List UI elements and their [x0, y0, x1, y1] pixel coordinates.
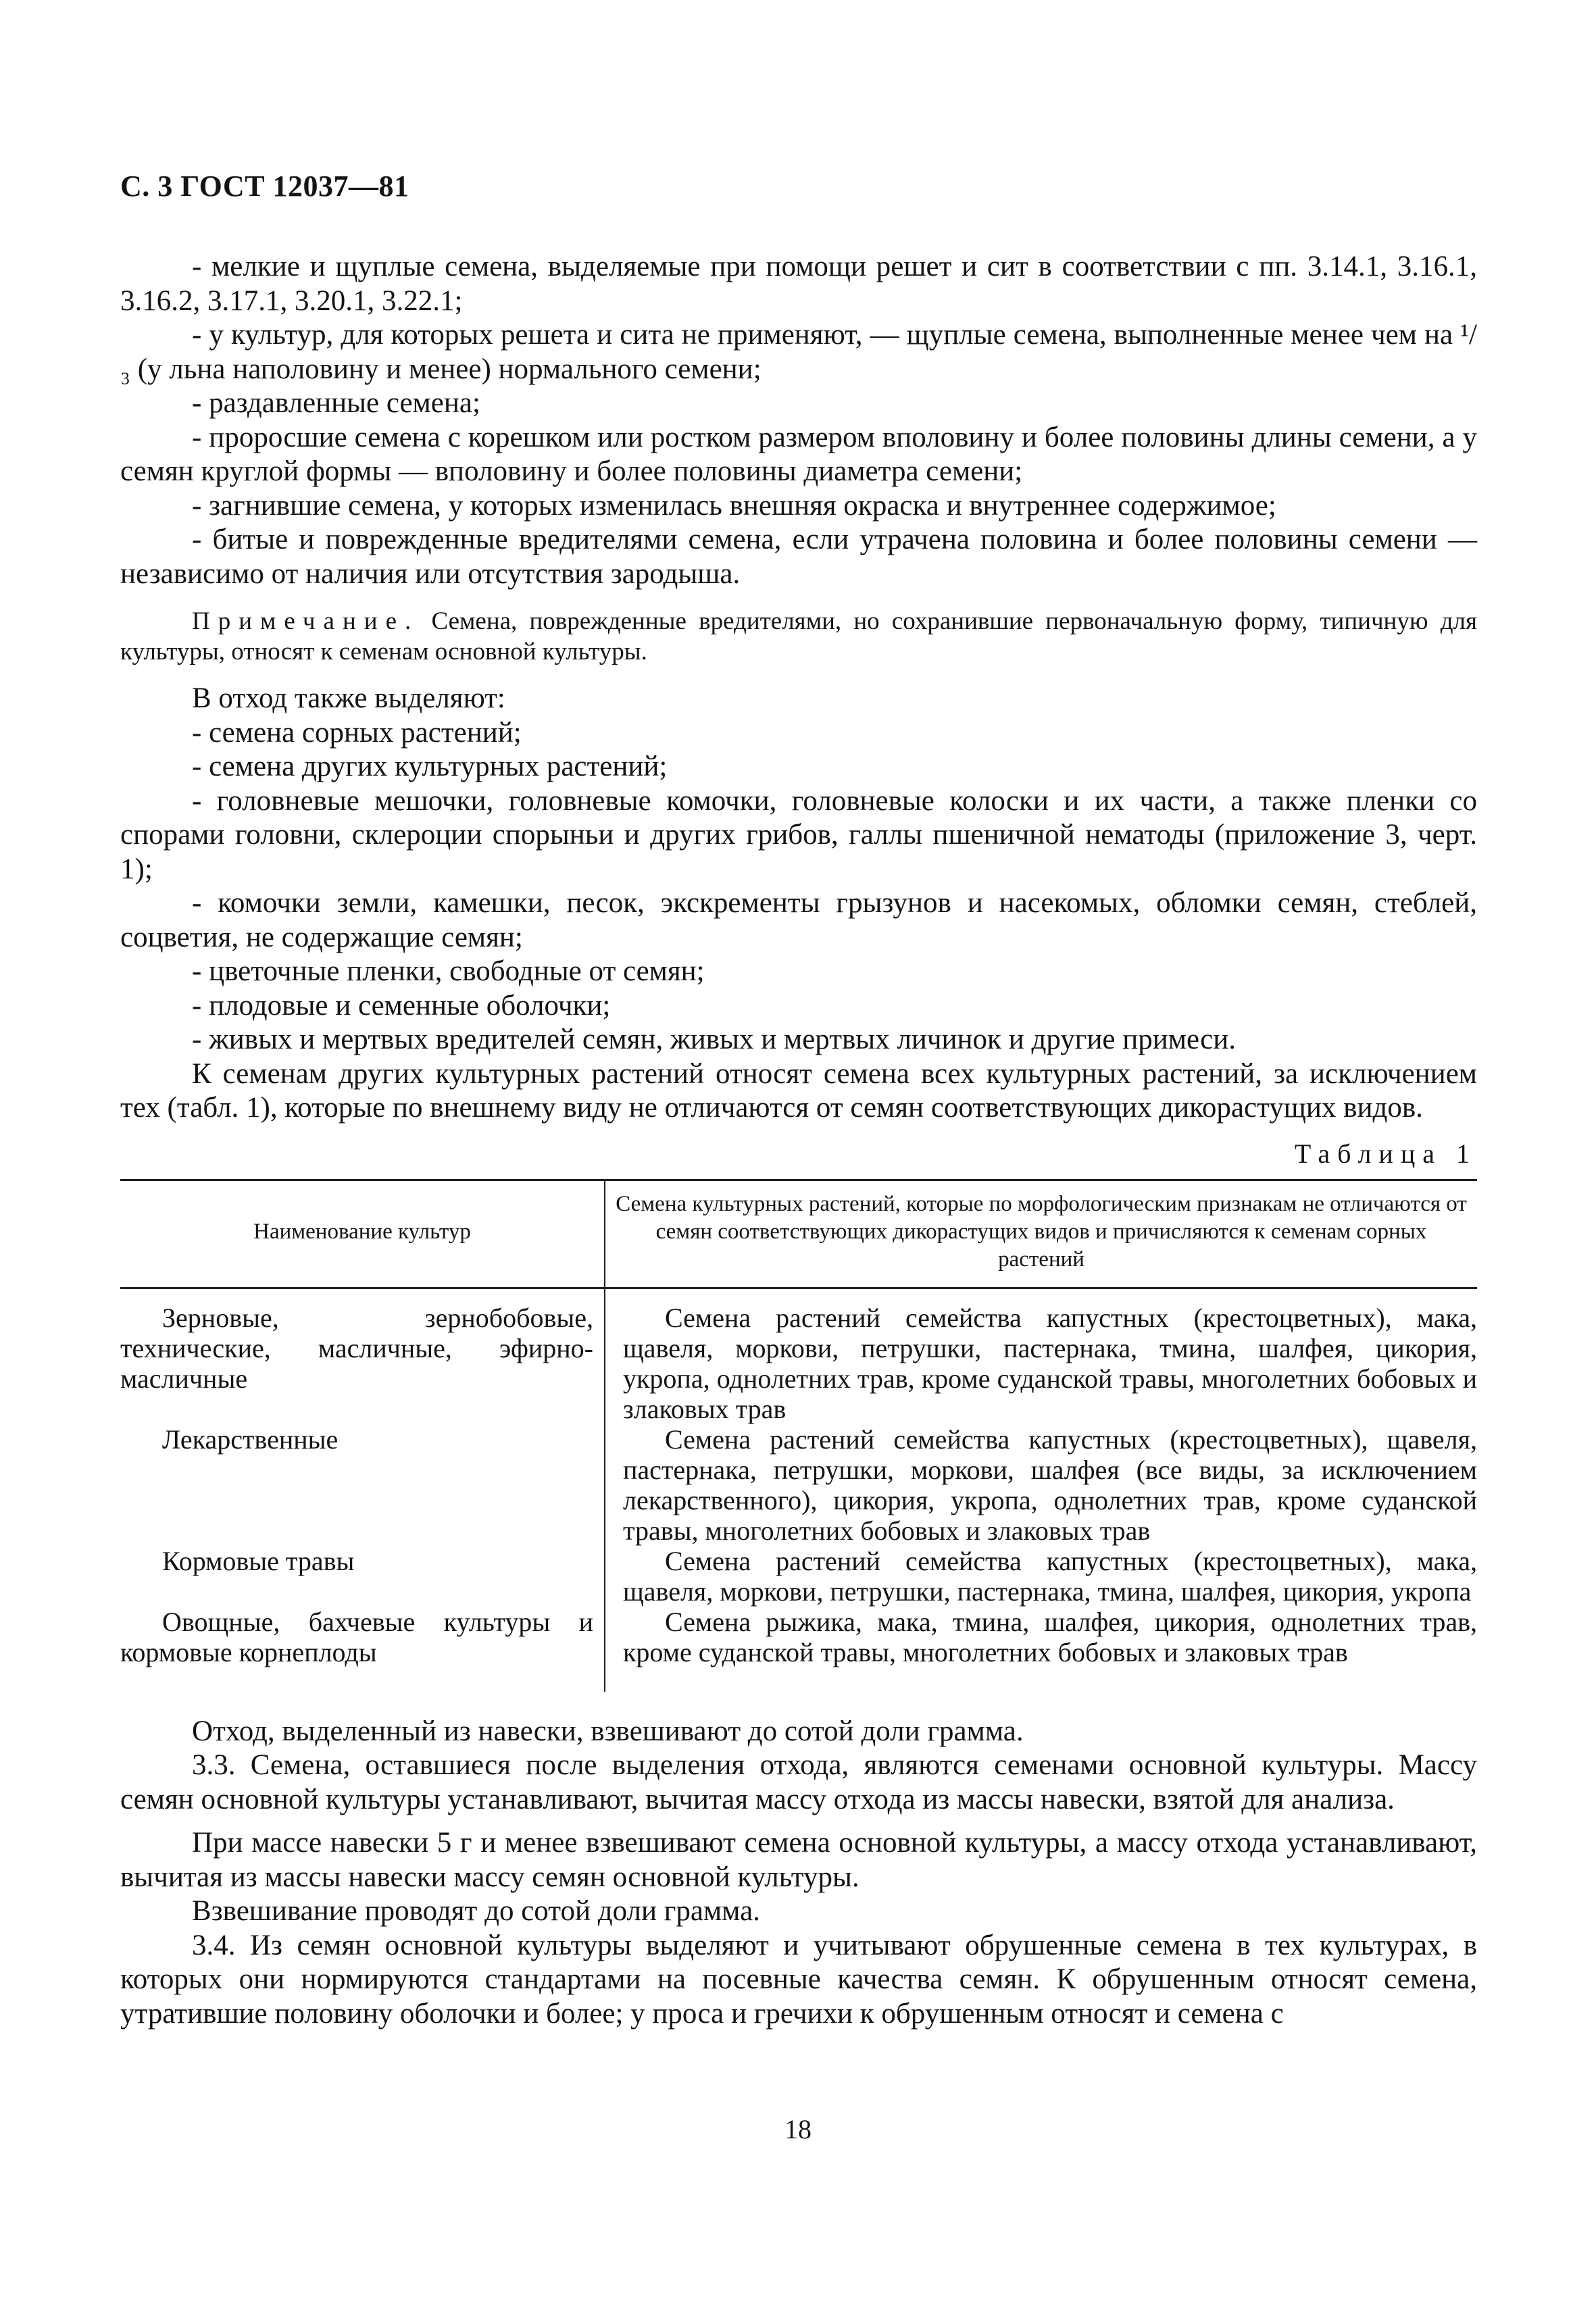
crop-name: Лекарственные: [162, 1424, 339, 1455]
document-body: [120, 250, 1477, 2031]
table-caption: Таблица 1: [1294, 1138, 1477, 1169]
table-header-row: [120, 1180, 1477, 1288]
paragraph: В отход также выделяют:: [192, 682, 505, 714]
document-header: С. 3 ГОСТ 12037—81: [120, 170, 409, 203]
table-cell-seeds: [605, 1424, 1477, 1546]
table-row: [120, 1546, 1477, 1607]
paragraph: - живых и мертвых вредителей семян, живых и мертвых личинок и другие примеси.: [192, 1024, 1236, 1055]
paragraph: - битые и поврежденные вредителями семена, если утрачена половина и более половины семени — независимо от наличия или отсутствия зародыша.: [120, 524, 1477, 590]
paragraph: - мелкие и щуплые семена, выделяемые при помощи решет и сит в соответствии с пп. 3.14.1, 3.16.1, 3.16.2, 3.17.1, 3.20.1, 3.22.1;: [120, 251, 1477, 317]
table-row: [120, 1424, 1477, 1546]
paragraph: - у культур, для которых решета и сита не применяют, — щуплые семена, выполненные менее чем на ¹/₃ (у льна наполовину и менее) нормального семени;: [120, 319, 1477, 385]
table-row: [120, 1288, 1477, 1424]
seeds-text: Семена растений семейства капустных (крестоцветных), мака, щавеля, моркови, петрушки, пастернака, тмина, шалфея, цикория, укропа, однолетних трав, кроме суданской травы, многолетних бобовых и злаковых трав: [623, 1302, 1477, 1424]
table-cell-seeds: [605, 1546, 1477, 1607]
table-header-crops: Наименование культур: [120, 1180, 605, 1288]
note-text: Семена, поврежденные вредителями, но сохранившие первоначальную форму, типичную для культуры, относят к семенам основной культуры.: [120, 607, 1477, 665]
paragraph: Отход, выделенный из навески, взвешивают до сотой доли грамма.: [192, 1715, 1024, 1747]
crop-name: Кормовые травы: [162, 1545, 355, 1576]
paragraph: - цветочные пленки, свободные от семян;: [192, 955, 705, 987]
table-cell-crop: [120, 1546, 605, 1607]
paragraph: - плодовые и семенные оболочки;: [192, 989, 611, 1022]
table-cell-seeds: [605, 1288, 1477, 1424]
table-cell-crop: [120, 1424, 605, 1546]
page-number: 18: [784, 2114, 812, 2144]
note: [120, 606, 1477, 667]
crops-table: [120, 1179, 1477, 1692]
table-header-seeds: Семена культурных растений, которые по морфологическим признакам не отличаются от семян соответствующих дикорастущих видов и причисляются к семенам сорных растений: [605, 1180, 1477, 1288]
paragraph: К семенам других культурных растений относят семена всех культурных растений, за исключением тех (табл. 1), которые по внешнему виду не отличаются от семян соответствующих дикорастущих видов.: [120, 1057, 1477, 1124]
paragraph: - семена сорных растений;: [192, 716, 522, 749]
crop-name: Овощные, бахчевые культуры и кормовые корнеплоды: [120, 1606, 593, 1667]
paragraph: - загнившие семена, у которых изменилась внешняя окраска и внутреннее содержимое;: [192, 489, 1276, 522]
paragraph: Взвешивание проводят до сотой доли грамма.: [192, 1895, 760, 1927]
paragraph: 3.3. Семена, оставшиеся после выделения отхода, являются семенами основной культуры. Массу семян основной культуры устанавливают, вычитая массу отхода из массы навески, взятой для анализа.: [120, 1749, 1477, 1815]
paragraph: - семена других культурных растений;: [192, 751, 668, 782]
table-cell-seeds: [605, 1607, 1477, 1692]
table-cell-crop: [120, 1288, 605, 1424]
paragraph: - проросшие семена с корешком или ростком размером вполовину и более половины длины семени, а у семян круглой формы — вполовину и более половины диаметра семени;: [120, 421, 1477, 487]
seeds-text: Семена растений семейства капустных (крестоцветных), щавеля, пастернака, петрушки, моркови, шалфея (все виды, за исключением лекарственного), цикория, укропа, однолетних трав, кроме суданской травы, многолетних бобовых и злаковых трав: [623, 1424, 1477, 1546]
crop-name: Зерновые, зернобобовые, технические, масличные, эфирно-масличные: [120, 1302, 593, 1394]
paragraph: - раздавленные семена;: [192, 387, 480, 419]
table-row: [120, 1607, 1477, 1692]
seeds-text: Семена растений семейства капустных (крестоцветных), мака, щавеля, моркови, петрушки, пастернака, тмина, шалфея, цикория, укропа: [623, 1545, 1477, 1607]
paragraph: При массе навески 5 г и менее взвешивают семена основной культуры, а массу отхода устанавливают, вычитая из массы навески массу семян основной культуры.: [120, 1827, 1477, 1893]
paragraph: - комочки земли, камешки, песок, экскременты грызунов и насекомых, обломки семян, стеблей, соцветия, не содержащие семян;: [120, 887, 1477, 953]
paragraph: 3.4. Из семян основной культуры выделяют и учитывают обрушенные семена в тех культурах, в которых они нормируются стандартами на посевные качества семян. К обрушенным относят семена, утратившие половину оболочки и более; у проса и гречихи к обрушенным относят и семена с: [120, 1929, 1477, 2030]
table-cell-crop: [120, 1607, 605, 1692]
seeds-text: Семена рыжика, мака, тмина, шалфея, цикория, однолетних трав, кроме суданской травы, многолетних бобовых и злаковых трав: [623, 1606, 1477, 1667]
note-label: Примечание.: [192, 607, 420, 635]
paragraph: - головневые мешочки, головневые комочки, головневые колоски и их части, а также пленки со спорами головни, склероции спорыньи и других грибов, галлы пшеничной нематоды (приложение 3, черт. 1);: [120, 784, 1477, 885]
